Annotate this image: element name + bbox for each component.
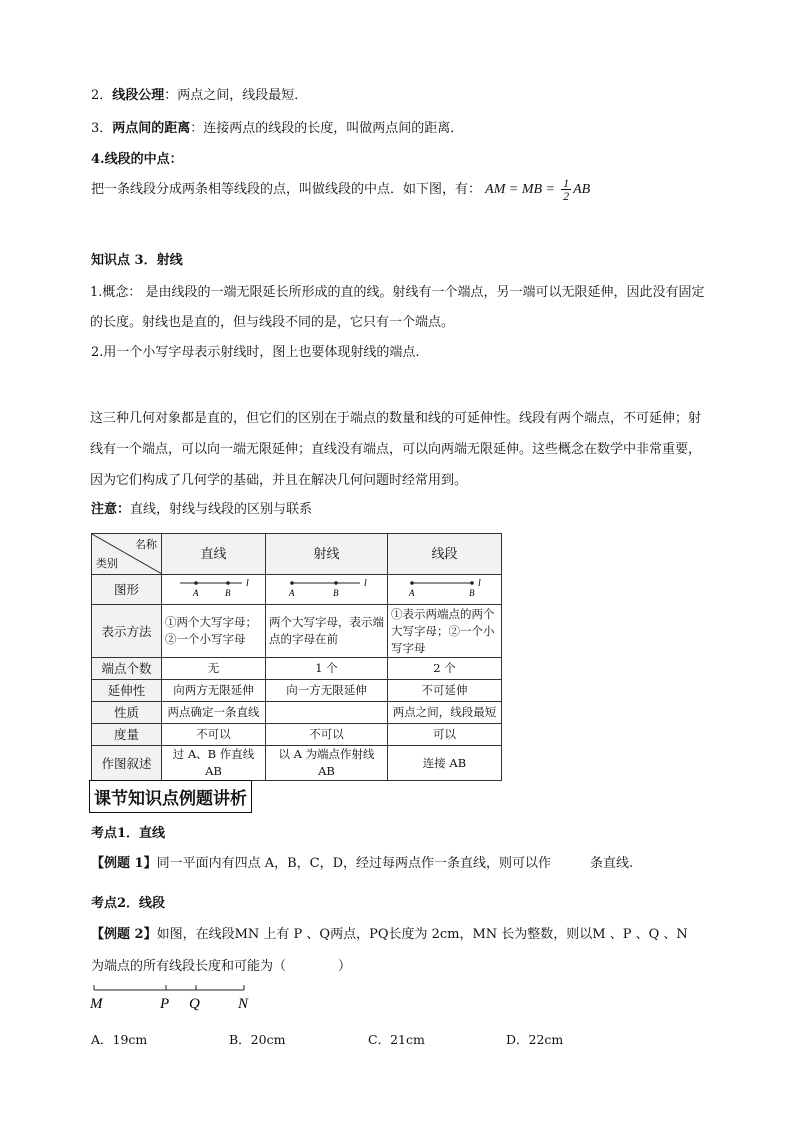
formula-left: AM = MB = xyxy=(485,182,555,197)
option-b: B．20cm xyxy=(229,1032,286,1047)
point-a-label: A xyxy=(408,588,414,598)
table-cell: 向两方无限延伸 xyxy=(162,680,266,702)
term: 两点间的距离 xyxy=(112,121,191,136)
midpoint-heading-text: 4.线段的中点 xyxy=(91,152,170,167)
kp3-notation: 2.用一个小写字母表示射线时，图上也要体现射线的端点. xyxy=(91,345,420,360)
table-cell: 连接 AB xyxy=(388,746,502,781)
note-label: 注意： xyxy=(91,502,131,517)
example-1 xyxy=(91,852,633,871)
segment-figure-cell xyxy=(388,575,502,605)
row-label: 延伸性 xyxy=(92,680,162,702)
fraction-numerator: 1 xyxy=(563,176,570,190)
table-row xyxy=(92,605,502,658)
kd1-title: 考点1．直线 xyxy=(91,826,166,841)
line-figure-cell xyxy=(162,575,266,605)
summary-paragraph: 这三种几何对象都是直的，但它们的区别在于端点的数量和线的可延伸性。线段有两个端点，不可延伸；射线有一个端点，可以向一端无限延伸；直线没有端点，可以向两端无限延伸。这些概念在数学中非常重要，因为它们构成了几何学的基础，并且在解决几何问题时经常用到。 xyxy=(90,411,702,488)
note-line xyxy=(91,498,312,517)
example-label: 【例题 2】 xyxy=(91,927,157,942)
table-cell: 过 A、B 作直线 AB xyxy=(162,746,266,781)
ray-l-label: l xyxy=(363,578,367,589)
table-cell xyxy=(266,702,388,724)
example-label: 【例题 1】 xyxy=(91,856,157,871)
midpoint-definition xyxy=(91,177,590,202)
point-a-label: A xyxy=(288,588,294,598)
note-text: 直线，射线与线段的区别与联系 xyxy=(130,502,313,517)
option-c: C．21cm xyxy=(368,1032,425,1047)
point-b-label: B xyxy=(468,588,474,598)
row-label: 性质 xyxy=(92,702,162,724)
line-figure xyxy=(166,575,262,599)
table-cell: 无 xyxy=(162,658,266,680)
corner-top-label: 名称 xyxy=(135,538,157,551)
point-p-label: P xyxy=(160,996,170,1012)
colon: ： xyxy=(169,152,183,167)
point-q-label: Q xyxy=(189,996,200,1012)
table-row xyxy=(92,724,502,746)
row-label: 作图叙述 xyxy=(92,746,162,781)
corner-bottom-label: 类别 xyxy=(96,557,118,570)
midpoint-heading xyxy=(91,148,183,167)
table-cell: 可以 xyxy=(388,724,502,746)
row-label: 表示方法 xyxy=(92,605,162,658)
ray-figure-cell xyxy=(266,575,388,605)
table-row xyxy=(92,702,502,724)
table-cell: 不可延伸 xyxy=(388,680,502,702)
item-number: 3． xyxy=(91,121,113,136)
table-row-figure xyxy=(92,575,502,605)
table-cell: 1 个 xyxy=(266,658,388,680)
point-b-label: B xyxy=(224,588,230,598)
line-l-label: l xyxy=(245,578,249,589)
definition-text: 把一条线段分成两条相等线段的点，叫做线段的中点．如下图，有： xyxy=(91,182,482,197)
table-row xyxy=(92,658,502,680)
table-cell: 两个大写字母，表示端点的字母在前 xyxy=(266,605,388,658)
line-segment-axiom xyxy=(91,84,307,103)
point-b-label: B xyxy=(332,588,338,598)
row-label: 端点个数 xyxy=(92,658,162,680)
point-a-label: A xyxy=(192,588,198,598)
segment-l-label: l xyxy=(477,578,481,589)
kp3-title: 知识点 3．射线 xyxy=(91,253,183,268)
example-text: 如图，在线段MN 上有 P 、Q两点，PQ长度为 2cm，MN 长为整数，则以M 、P 、Q 、N xyxy=(156,927,688,942)
formula-right: AB xyxy=(573,182,591,197)
kd2-title: 考点2．线段 xyxy=(91,896,166,911)
section-title: 课节知识点例题讲析 xyxy=(89,780,252,813)
example-2-line-2: 为端点的所有线段长度和可能为（ ） xyxy=(91,959,352,974)
row-label: 度量 xyxy=(92,724,162,746)
table-header-row xyxy=(92,534,502,575)
option-a: A．19cm xyxy=(91,1032,148,1047)
column-header-segment: 线段 xyxy=(388,534,502,575)
term: 线段公理 xyxy=(112,88,165,103)
segment-mn-figure xyxy=(88,982,278,1018)
option-d: D．22cm xyxy=(506,1032,564,1047)
table-cell: 不可以 xyxy=(162,724,266,746)
table-row xyxy=(92,746,502,781)
table-cell: 不可以 xyxy=(266,724,388,746)
table-cell: 两点之间，线段最短 xyxy=(388,702,502,724)
definition-text: ：两点之间，线段最短． xyxy=(164,88,308,103)
kp3-concept: 1.概念： 是由线段的一端无限延长所形成的直的线。射线有一个端点，另一端可以无限延伸，因此没有固定的长度。射线也是直的，但与线段不同的是，它只有一个端点。 xyxy=(90,285,705,330)
item-number: 2． xyxy=(91,88,113,103)
column-header-ray: 射线 xyxy=(266,534,388,575)
table-cell: ①表示两端点的两个大写字母；②一个小写字母 xyxy=(388,605,502,658)
point-m-label: M xyxy=(90,996,103,1012)
row-label: 图形 xyxy=(92,575,162,605)
point-n-label: N xyxy=(238,996,249,1012)
corner-cell xyxy=(92,534,162,575)
column-header-line: 直线 xyxy=(162,534,266,575)
comparison-table xyxy=(91,533,502,781)
table-cell: 以 A 为端点作射线 AB xyxy=(266,746,388,781)
example-2-line-1 xyxy=(91,923,688,942)
fraction xyxy=(561,177,571,202)
distance-definition xyxy=(91,117,463,136)
table-row xyxy=(92,680,502,702)
table-cell: 2 个 xyxy=(388,658,502,680)
table-cell: 两点确定一条直线 xyxy=(162,702,266,724)
table-cell: 向一方无限延伸 xyxy=(266,680,388,702)
definition-text: ：连接两点的线段的长度，叫做两点间的距离． xyxy=(190,121,464,136)
table-cell: ①两个大写字母；②一个小写字母 xyxy=(162,605,266,658)
segment-figure xyxy=(392,575,498,599)
ray-figure xyxy=(270,575,384,599)
example-text: 同一平面内有四点 A，B，C，D，经过每两点作一条直线，则可以作 条直线. xyxy=(156,856,634,871)
fraction-denominator: 2 xyxy=(563,189,570,203)
